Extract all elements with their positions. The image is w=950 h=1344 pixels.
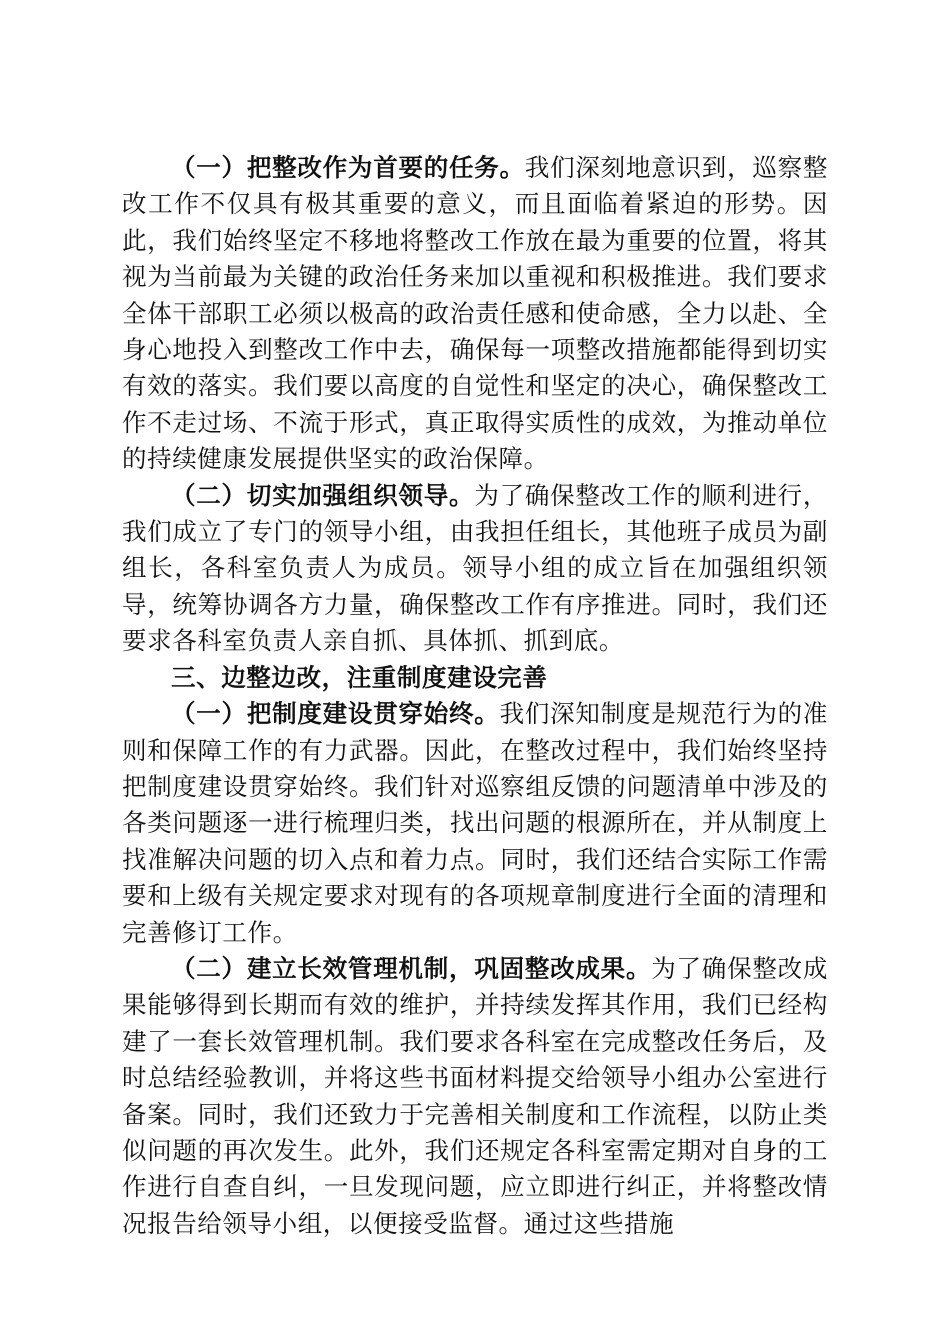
paragraph-lead: （一）把制度建设贯穿始终。 xyxy=(171,699,500,729)
paragraph-text: 为了确保整改工作的顺利进行，我们成立了专门的领导小组，由我担任组长，其他班子成员为副组长，各科室负责人为成员。领导小组的成立旨在加强组织领导，统筹协调各方力量，确保整改工作有序推进。同时，我们还要求各科室负责人亲自抓、具体抓、抓到底。 xyxy=(122,480,828,656)
paragraph-lead: （一）把整改作为首要的任务。 xyxy=(171,153,525,182)
section-heading: 三、边整边改，注重制度建设完善 xyxy=(171,662,548,692)
paragraph-text: 我们深知制度是规范行为的准则和保障工作的有力武器。因此，在整改过程中，我们始终坚持把制度建设贯穿始终。我们针对巡察组反馈的问题清单中涉及的各类问题逐一进行梳理归类，找出问题的根源所在，并从制度上找准解决问题的切入点和着力点。同时，我们还结合实际工作需要和上级有关规定要求对现有的各项规章制度进行全面的清理和完善修订工作。 xyxy=(122,699,828,947)
paragraph-text: 我们深刻地意识到，巡察整改工作不仅具有极其重要的意义，而且面临着紧迫的形势。因此，我们始终坚定不移地将整改工作放在最为重要的位置，将其视为当前最为关键的政治任务来加以重视和积极推进。我们要求全体干部职工必须以极高的政治责任感和使命感，全力以赴、全身心地投入到整改工作中去，确保每一项整改措施都能得到切实有效的落实。我们要以高度的自觉性和坚定的决心，确保整改工作不走过场、不流于形式，真正取得实质性的成效，为推动单位的持续健康发展提供坚实的政治保障。 xyxy=(122,153,828,474)
paragraph-organization-leadership xyxy=(122,478,828,660)
paragraph-institution-building xyxy=(122,696,828,951)
paragraph-lead: （二）建立长效管理机制，巩固整改成果。 xyxy=(171,953,652,983)
paragraph-text: 为了确保整改成果能够得到长期而有效的维护，并持续发挥其作用，我们已经构建了一套长效管理机制。我们要求各科室在完成整改任务后，及时总结经验教训，并将这些书面材料提交给领导小组办公室进行备案。同时，我们还致力于完善相关制度和工作流程，以防止类似问题的再次发生。此外，我们还规定各科室需定期对自身的工作进行自查自纠，一旦发现问题，应立即进行纠正，并将整改情况报告给领导小组，以便接受监督。通过这些措施 xyxy=(122,953,829,1238)
paragraph-lead: （二）切实加强组织领导。 xyxy=(171,480,475,510)
document-body xyxy=(122,150,828,1242)
paragraph-priority-task xyxy=(122,150,828,478)
paragraph-long-term-mechanism xyxy=(122,951,828,1242)
